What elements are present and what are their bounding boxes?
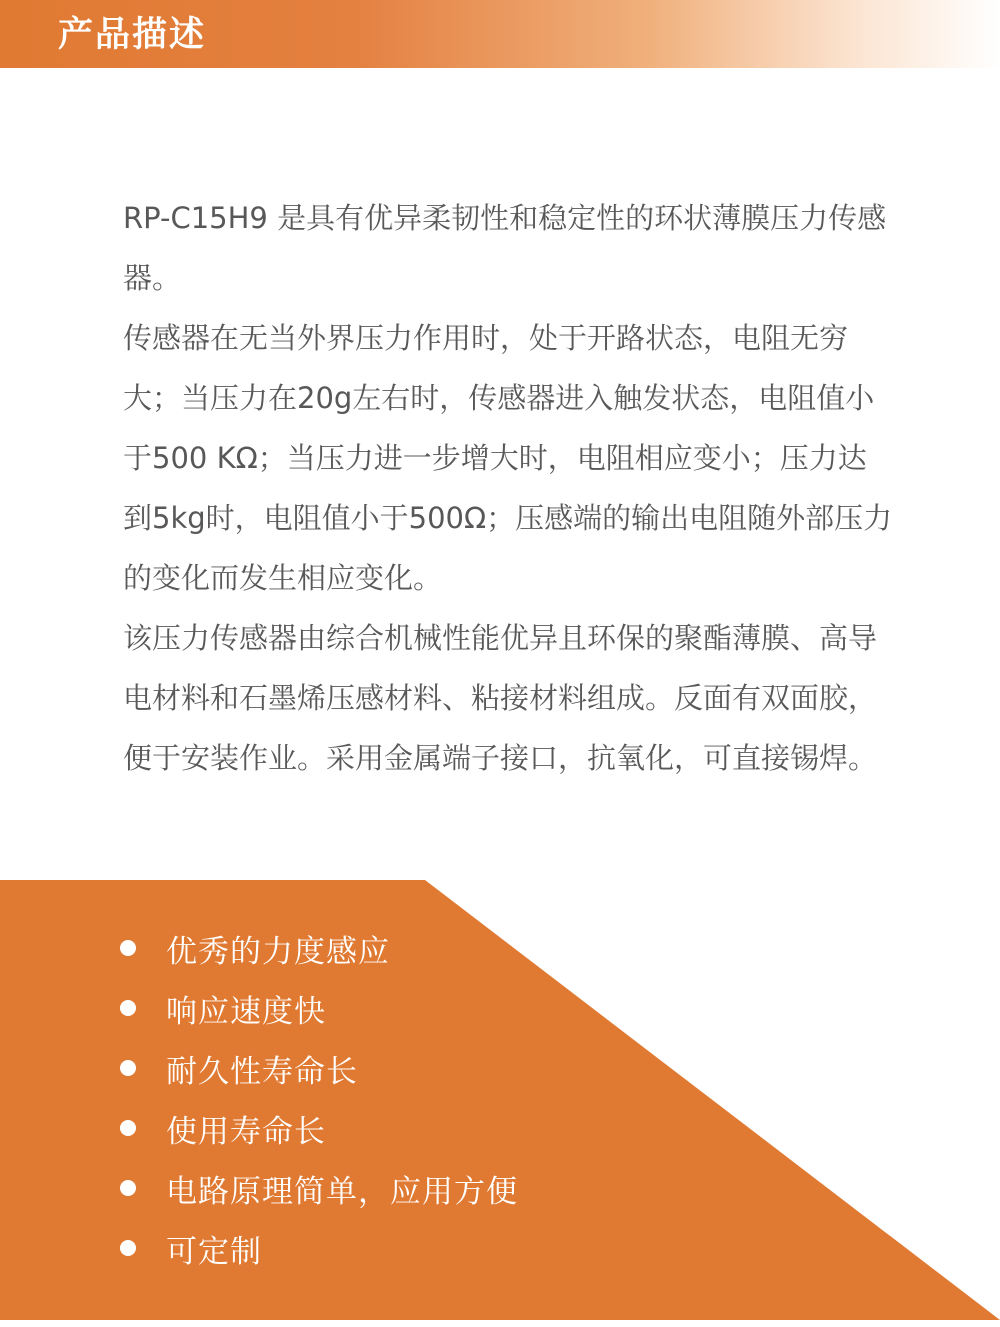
bullet-dot-icon: [120, 1060, 136, 1076]
bullet-dot-icon: [120, 1000, 136, 1016]
list-item: [120, 1218, 518, 1278]
feature-label: 响应速度快: [166, 993, 326, 1030]
list-item: [120, 1098, 518, 1158]
feature-label: 可定制: [166, 1233, 262, 1270]
feature-label: 电路原理简单，应用方便: [166, 1173, 518, 1210]
list-item: [120, 1158, 518, 1218]
feature-label: 优秀的力度感应: [166, 933, 390, 970]
bullet-dot-icon: [120, 1180, 136, 1196]
list-item: [120, 1038, 518, 1098]
description-paragraph-1: RP-C15H9 是具有优异柔韧性和稳定性的环状薄膜压力传感器。: [123, 201, 887, 295]
page-title: 产品描述: [58, 15, 207, 55]
bullet-dot-icon: [120, 1120, 136, 1136]
feature-list: [120, 918, 518, 1278]
description-paragraph-2: 传感器在无当外界压力作用时，处于开路状态，电阻无穷大；当压力在20g左右时，传感器进入触发状态，电阻值小于500 KΩ；当压力进一步增大时，电阻相应变小；压力达到5kg时，电阻值小于500Ω；压感端的输出电阻随外部压力的变化而发生相应变化。: [123, 321, 893, 595]
list-item: [120, 918, 518, 978]
bullet-dot-icon: [120, 1240, 136, 1256]
feature-label: 使用寿命长: [166, 1113, 326, 1150]
product-description: [123, 188, 893, 788]
list-item: [120, 978, 518, 1038]
description-paragraph-3: 该压力传感器由综合机械性能优异且环保的聚酯薄膜、高导电材料和石墨烯压感材料、粘接材料组成。反面有双面胶，便于安装作业。采用金属端子接口，抗氧化，可直接锡焊。: [123, 621, 878, 775]
header-bar: [0, 0, 1000, 68]
bullet-dot-icon: [120, 940, 136, 956]
feature-label: 耐久性寿命长: [166, 1053, 358, 1090]
